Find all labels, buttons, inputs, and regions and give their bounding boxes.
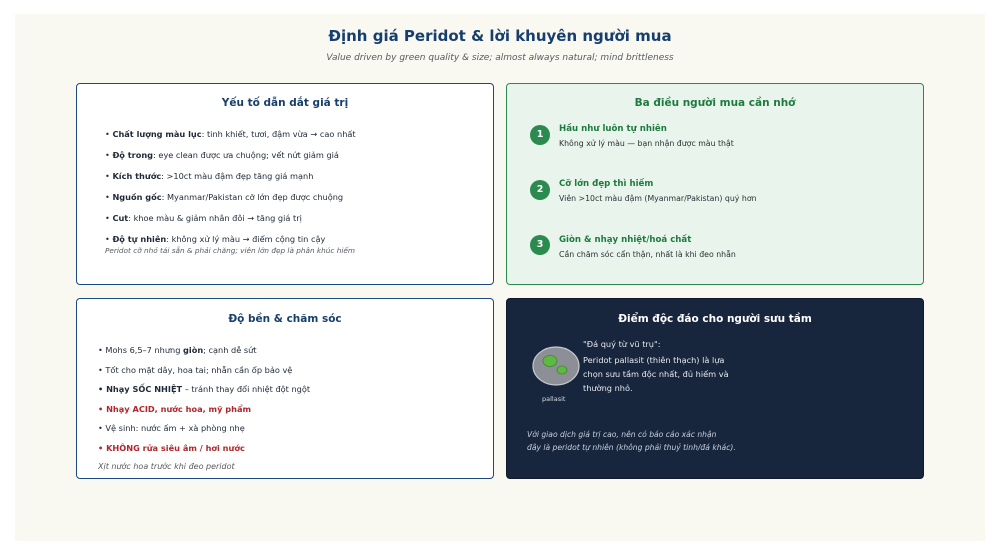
factor-item: • Nguồn gốc: Myanmar/Pakistan cỡ lớn đẹp được chuộng (105, 192, 344, 202)
tip-heading: Giòn & nhạy nhiệt/hoá chất (559, 235, 692, 245)
factor-label: Nguồn gốc (112, 192, 162, 202)
value-factors-panel (76, 83, 494, 285)
factor-item: • Kích thước: >10ct màu đậm đẹp tăng giá mạnh (105, 171, 314, 181)
care-item (98, 345, 257, 355)
factor-item: • Độ tự nhiên: không xử lý màu → điểm cộng tin cậy (105, 234, 326, 244)
factor-item: • Độ trong: eye clean được ưa chuộng; vết nứt giảm giá (105, 150, 339, 160)
collector-quote: "Đá quý từ vũ trụ": (583, 339, 661, 349)
factor-label: Độ tự nhiên (112, 234, 167, 244)
pallasite-stone-icon (531, 344, 581, 388)
tip-number-badge: 3 (530, 235, 550, 255)
collector-note: Với giao dịch giá trị cao, nên có báo cáo xác nhận (527, 430, 717, 439)
factor-text: : eye clean được ưa chuộng; vết nứt giảm giá (153, 150, 339, 160)
factor-label: Độ trong (112, 150, 154, 160)
factor-item: • Chất lượng màu lục: tinh khiết, tươi, đậm vừa → cao nhất (105, 129, 356, 139)
care-warning-item: • Nhạy ACID, nước hoa, mỹ phẩm (98, 404, 252, 414)
care-item: • Tốt cho mặt dây, hoa tai; nhẫn cần ổp bảo vệ (98, 365, 293, 375)
tip-heading: Cỡ lớn đẹp thì hiếm (559, 179, 654, 189)
care-text: – tránh thay đổi nhiệt đột ngột (182, 384, 311, 394)
care-text: • Mohs 6,5–7 nhưng (98, 345, 184, 355)
care-item (98, 384, 310, 394)
collector-text: thường nhỏ. (583, 383, 633, 393)
factor-label: Chất lượng màu lục (112, 129, 202, 139)
page-subtitle: Value driven by green quality & size; almost always natural; mind brittleness (326, 53, 674, 63)
factor-label: Kích thước (112, 171, 162, 181)
factor-text: : không xử lý màu → điểm cộng tin cậy (166, 234, 326, 244)
page-title: Định giá Peridot & lời khuyên người mua (328, 27, 672, 45)
factors-note: Peridot cỡ nhỏ tái sẵn & phải chăng; viên lớn đẹp là phân khúc hiếm (105, 246, 355, 255)
value-factors-title: Yếu tố dẫn dắt giá trị (221, 97, 349, 109)
care-warning-item: • KHÔNG rửa siêu âm / hơi nước (98, 443, 245, 453)
factor-item: • Cut: khoe màu & giảm nhân đôi → tăng giá trị (105, 213, 302, 223)
tip-number-badge: 1 (530, 125, 550, 145)
care-bold-text: • Nhạy SỐC NHIỆT (98, 384, 183, 394)
tip-body: Không xử lý màu — bạn nhận được màu thật (559, 139, 734, 148)
collector-note: đây là peridot tự nhiên (không phải thuỷ tinh/đá khác). (527, 443, 736, 452)
buyer-tips-title: Ba điều người mua cần nhớ (634, 97, 796, 109)
collector-panel (506, 298, 924, 479)
factor-text: : khoe màu & giảm nhân đôi → tăng giá trị (128, 213, 302, 223)
factor-label: Cut (112, 213, 129, 223)
collector-text: chọn sưu tầm độc nhất, đủ hiếm và (583, 369, 729, 379)
care-item: • Vệ sinh: nước ấm + xà phòng nhẹ (98, 423, 245, 433)
care-note: Xịt nước hoa trước khi đeo peridot (98, 462, 235, 471)
buyer-tips-panel (506, 83, 924, 285)
tip-body: Viên >10ct màu đậm (Myanmar/Pakistan) quý hơn (559, 194, 757, 203)
collector-text: Peridot pallasit (thiên thạch) là lựa (583, 355, 725, 365)
factor-text: : >10ct màu đậm đẹp tăng giá mạnh (161, 171, 314, 181)
factor-text: : Myanmar/Pakistan cỡ lớn đẹp được chuộng (161, 192, 344, 202)
tip-body: Cần chăm sóc cẩn thận, nhất là khi đeo nhẫn (559, 250, 736, 259)
collector-title: Điểm độc đáo cho người sưu tầm (618, 313, 812, 325)
durability-care-panel (76, 298, 494, 479)
care-bold-text: giòn (183, 345, 204, 355)
durability-care-title: Độ bền & chăm sóc (228, 313, 342, 325)
factor-text: : tinh khiết, tươi, đậm vừa → cao nhất (201, 129, 356, 139)
care-text: ; cạnh dễ sứt (203, 345, 257, 355)
tip-heading: Hầu như luôn tự nhiên (559, 124, 667, 134)
tip-number-badge: 2 (530, 180, 550, 200)
pallasite-label: pallasit (542, 395, 566, 403)
